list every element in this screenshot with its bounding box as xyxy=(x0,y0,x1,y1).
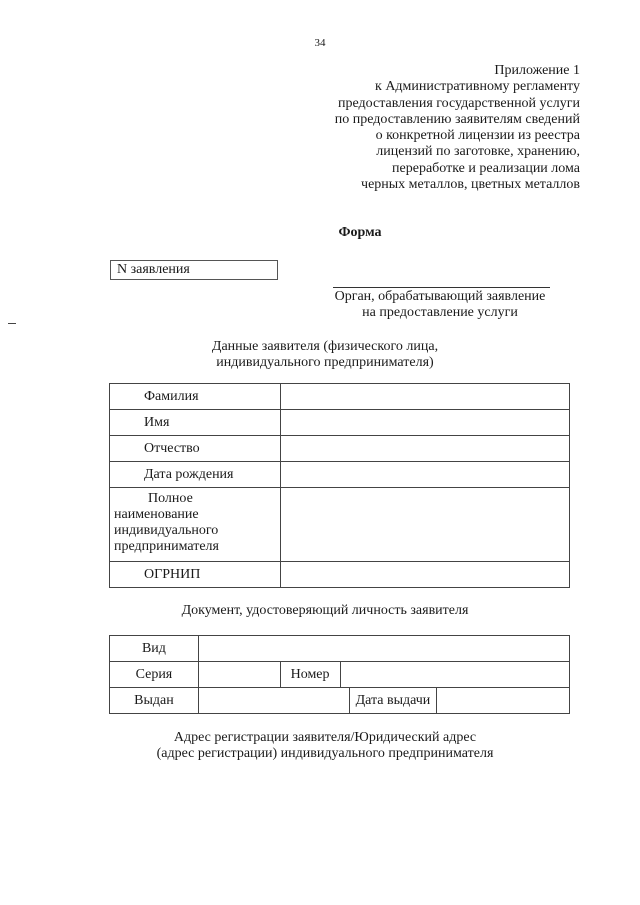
organ-caption-line: Орган, обрабатывающий заявление xyxy=(334,289,546,304)
table-row xyxy=(110,384,570,410)
margin-mark xyxy=(8,323,16,324)
number-input[interactable] xyxy=(340,662,569,688)
surname-label: Фамилия xyxy=(110,384,281,410)
table-row xyxy=(110,662,570,688)
full-name-label-line: наименование xyxy=(114,507,199,522)
table-row xyxy=(110,636,570,662)
appendix-line: о конкретной лицензии из реестра xyxy=(375,128,580,144)
table-row xyxy=(110,488,570,562)
address-section-title xyxy=(0,730,640,762)
appendix-line: Приложение 1 xyxy=(494,63,580,78)
applicant-section-title-line: Данные заявителя (физического лица, xyxy=(211,339,439,354)
address-section-title-line: Адрес регистрации заявителя/Юридический адрес xyxy=(173,730,477,745)
applicant-table xyxy=(109,383,570,588)
surname-input[interactable] xyxy=(280,384,569,410)
number-label: Номер xyxy=(280,662,340,688)
appendix-header xyxy=(290,63,580,193)
application-number-label: N заявления xyxy=(117,262,190,277)
appendix-line: переработке и реализации лома xyxy=(392,160,580,176)
birth-date-label: Дата рождения xyxy=(110,462,281,488)
organ-caption xyxy=(320,289,560,321)
applicant-section-title-line: индивидуального предпринимателя) xyxy=(216,355,434,370)
organ-signature-line xyxy=(333,287,550,288)
address-section-title-line: (адрес регистрации) индивидуального предпринимателя xyxy=(156,746,494,761)
issue-date-label: Дата выдачи xyxy=(349,688,437,714)
table-row xyxy=(110,436,570,462)
issued-by-label: Выдан xyxy=(110,688,199,714)
issue-date-input[interactable] xyxy=(437,688,570,714)
name-input[interactable] xyxy=(280,410,569,436)
organ-caption-line: на предоставление услуги xyxy=(362,305,518,320)
full-name-input[interactable] xyxy=(280,488,569,562)
document-type-input[interactable] xyxy=(198,636,569,662)
appendix-line: к Административному регламенту xyxy=(375,79,580,95)
appendix-line: лицензий по заготовке, хранению, xyxy=(376,144,580,160)
full-name-label-line: индивидуального xyxy=(114,523,219,538)
appendix-line: черных металлов, цветных металлов xyxy=(361,177,580,193)
applicant-section-title xyxy=(0,339,640,371)
ogrnip-label: ОГРНИП xyxy=(110,562,281,588)
birth-date-input[interactable] xyxy=(280,462,569,488)
table-row xyxy=(110,410,570,436)
table-row xyxy=(110,462,570,488)
appendix-line: предоставления государственной услуги xyxy=(338,95,580,111)
patronymic-input[interactable] xyxy=(280,436,569,462)
issued-by-input[interactable] xyxy=(198,688,349,714)
ogrnip-input[interactable] xyxy=(280,562,569,588)
document-section-title: Документ, удостоверяющий личность заявителя xyxy=(181,603,469,618)
name-label: Имя xyxy=(110,410,281,436)
full-name-label-line: предпринимателя xyxy=(114,539,219,554)
table-row xyxy=(110,688,570,714)
application-number-field[interactable] xyxy=(110,260,278,280)
form-title: Форма xyxy=(338,225,382,240)
table-row xyxy=(110,562,570,588)
series-input[interactable] xyxy=(198,662,280,688)
series-label: Серия xyxy=(110,662,199,688)
full-name-label-line: Полное xyxy=(148,491,193,506)
appendix-line: по предоставлению заявителям сведений xyxy=(334,111,580,127)
document-table xyxy=(109,635,570,714)
full-name-label xyxy=(110,488,281,562)
page-number: 34 xyxy=(314,37,326,49)
document-type-label: Вид xyxy=(110,636,199,662)
patronymic-label: Отчество xyxy=(110,436,281,462)
